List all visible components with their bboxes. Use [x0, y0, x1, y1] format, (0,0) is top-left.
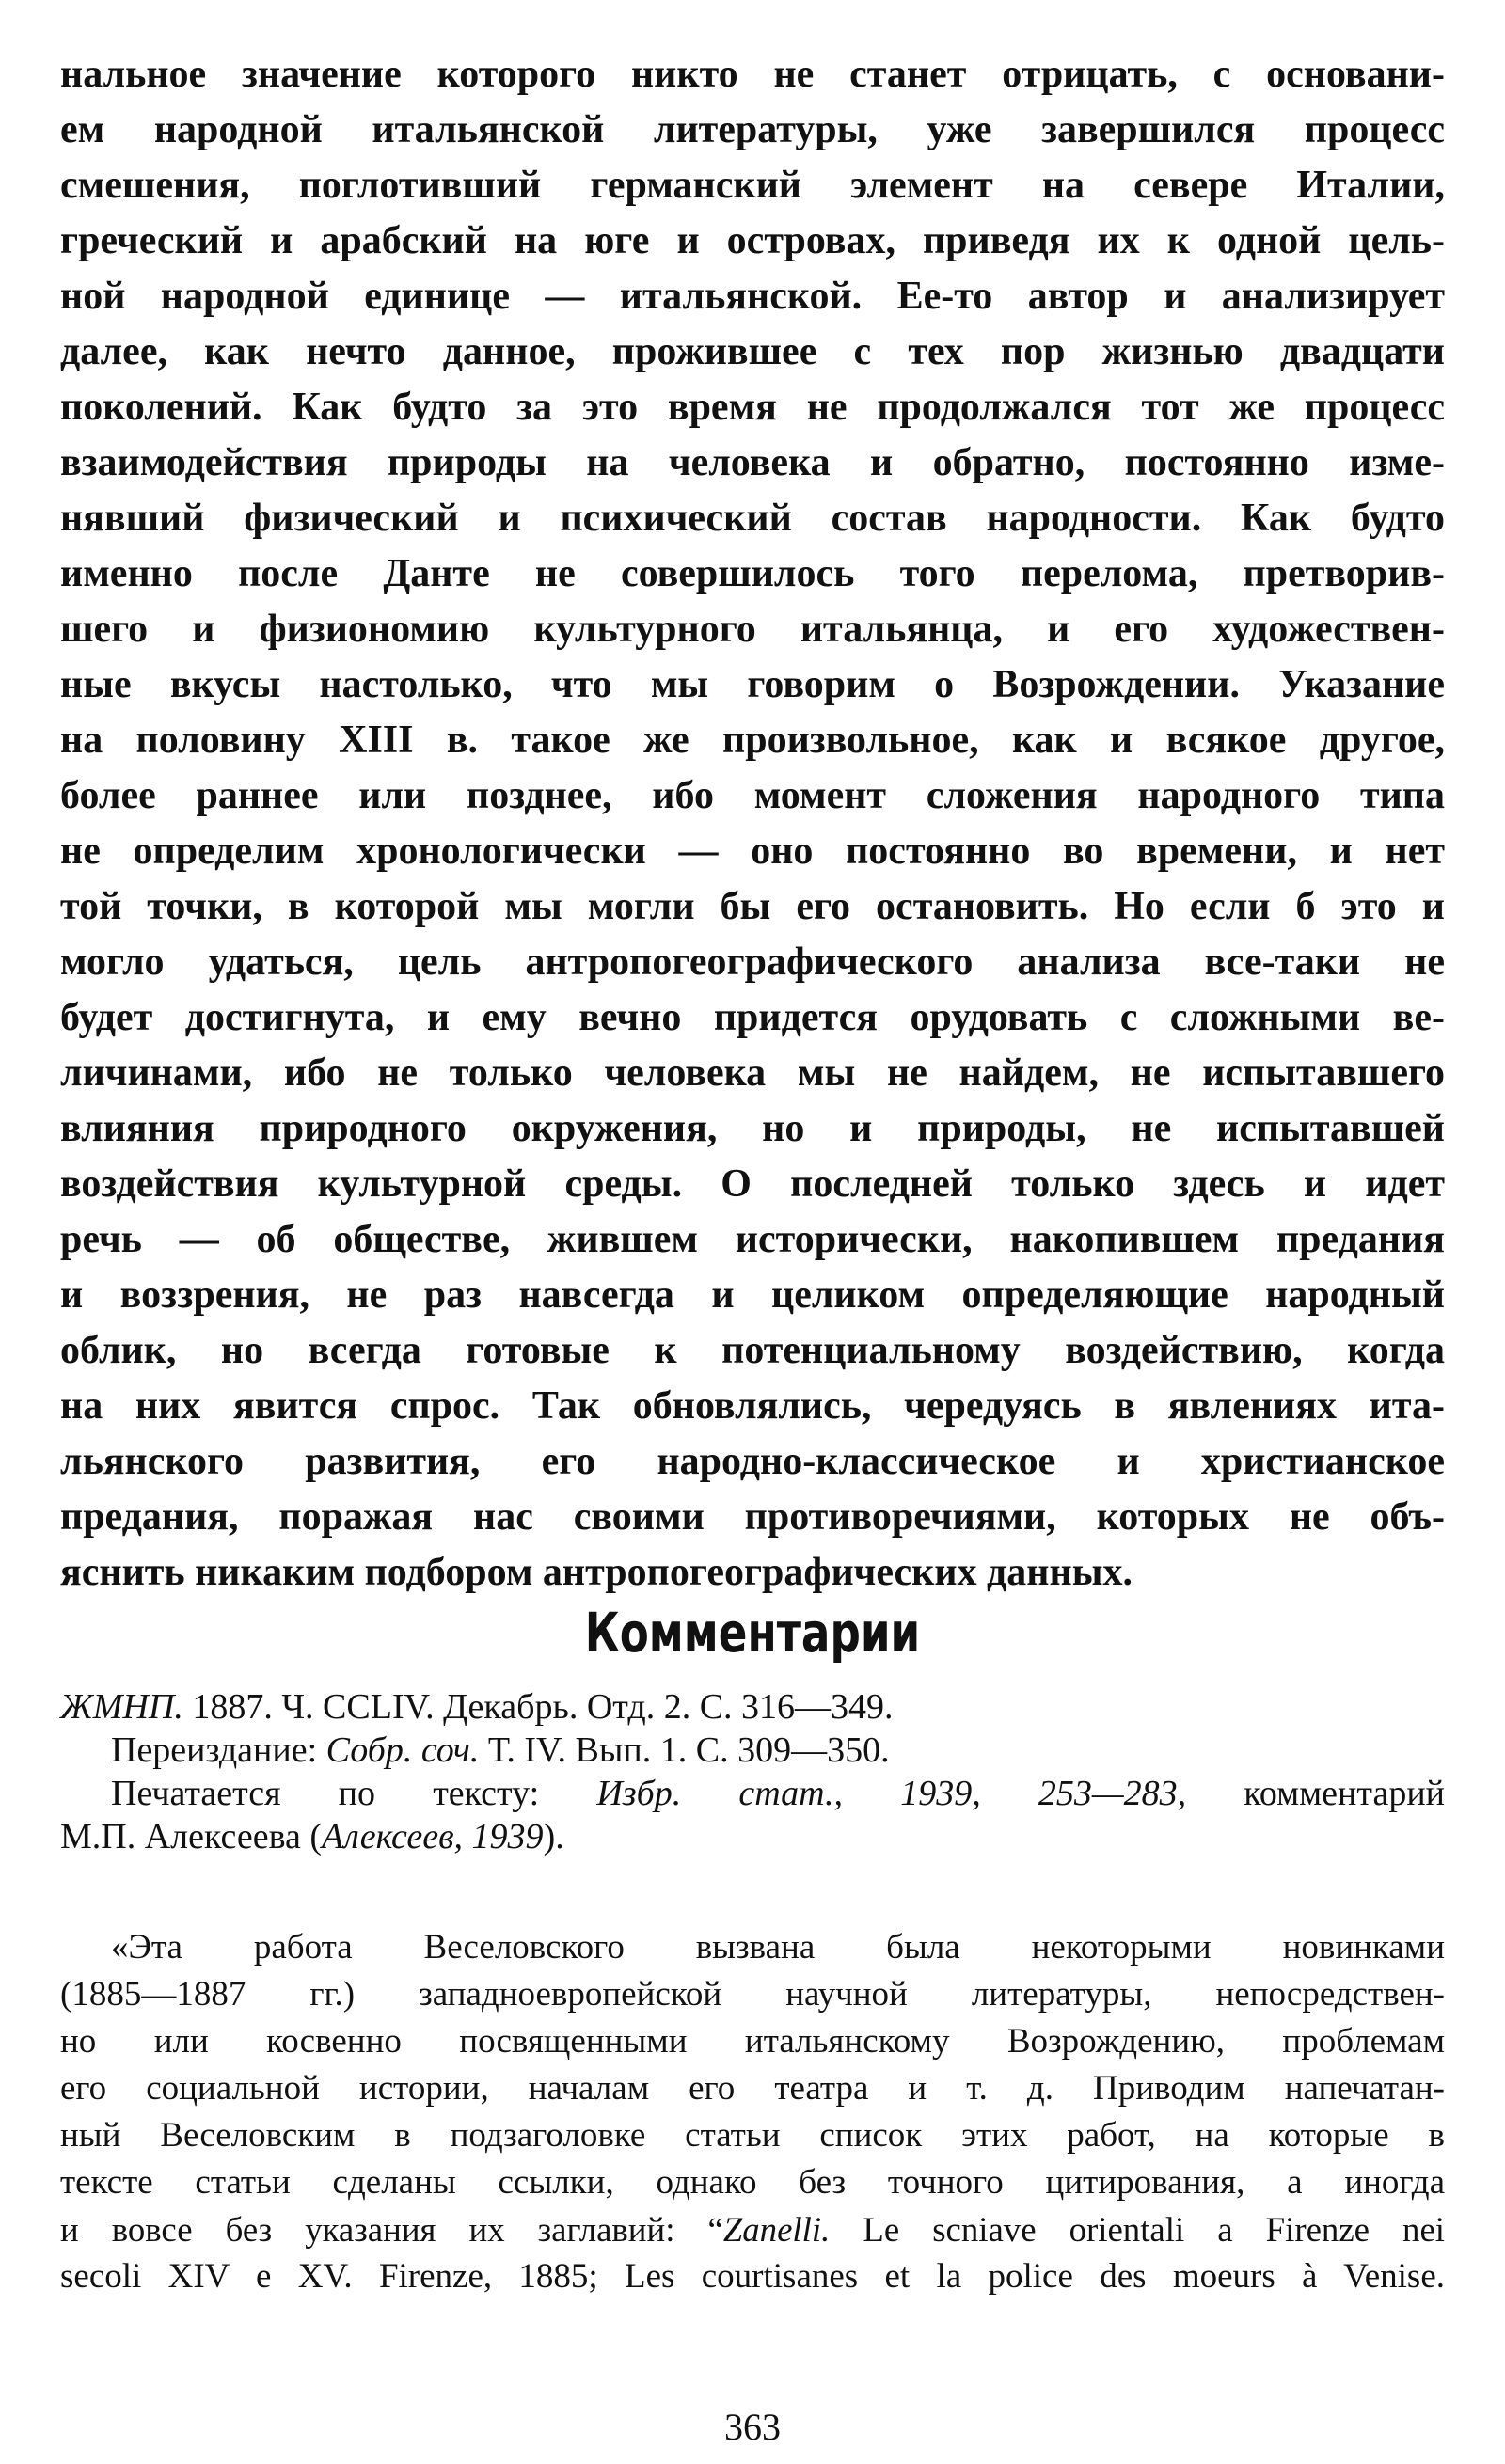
- reprint-details: Т. IV. Вып. 1. С. 309—350.: [479, 1730, 890, 1770]
- text-line: будет достигнута, и ему вечно придется орудовать с сложными ве-: [60, 996, 1445, 1039]
- comment-author-line: [60, 1815, 1445, 1858]
- comment-source-line: [60, 1685, 1445, 1729]
- text-line: греческий и арабский на юге и островах, приведя их к одной цель-: [60, 219, 1445, 262]
- text-line: могло удаться, цель антропогеографического анализа все-таки не: [60, 940, 1445, 984]
- comments-block: [60, 1685, 1445, 1858]
- text-line: льянского развития, его народно-классическое и христианское: [60, 1440, 1445, 1483]
- page-number: 363: [724, 2406, 781, 2448]
- text-line: более раннее или позднее, ибо момент сложения народного типа: [60, 774, 1445, 817]
- text-line: предания, поражая нас своими противоречиями, которых не объ-: [60, 1495, 1445, 1539]
- text-line: влияния природного окружения, но и природы, не испытавшей: [60, 1107, 1445, 1150]
- quote-line-suffix: Le scniave orientali a Firenze nei: [830, 2210, 1446, 2249]
- author-suffix: ).: [543, 1817, 564, 1856]
- quote-line: но или косвенно посвященными итальянскому Возрождению, проблемам: [60, 2022, 1445, 2061]
- text-line: ные вкусы настолько, что мы говорим о Возрождении. Указание: [60, 663, 1445, 706]
- comment-printed-line: [60, 1772, 1445, 1815]
- text-line: шего и физиономию культурного итальянца, и его художествен-: [60, 608, 1445, 651]
- text-line: нявший физический и психический состав народности. Как будто: [60, 497, 1445, 540]
- text-line: речь — об обществе, жившем исторически, накопившем предания: [60, 1218, 1445, 1261]
- quote-line: [60, 2206, 1445, 2253]
- text-line: той точки, в которой мы могли бы его остановить. Но если б это и: [60, 885, 1445, 928]
- text-line: на половину XIII в. такое же произвольное, как и всякое другое,: [60, 719, 1445, 762]
- quote-line: тексте статьи сделаны ссылки, однако без точного цитирования, а иногда: [60, 2163, 1445, 2202]
- comment-reprint-line: [60, 1729, 1445, 1772]
- text-line: поколений. Как будто за это время не продолжался тот же процесс: [60, 386, 1445, 429]
- section-heading: Комментарии: [584, 1601, 921, 1665]
- text-line: не определим хронологически — оно постоянно во времени, и нет: [60, 829, 1445, 873]
- quote-author-name: Zanelli.: [722, 2210, 831, 2249]
- text-line: именно после Данте не совершилось того перелома, претворив-: [60, 552, 1445, 595]
- text-line: ной народной единице — итальянской. Ее-то автор и анализирует: [60, 275, 1445, 318]
- text-line: на них явится спрос. Так обновлялись, чередуясь в явлениях ита-: [60, 1384, 1445, 1428]
- reprint-label: Переиздание:: [111, 1730, 326, 1770]
- text-line: и воззрения, не раз навсегда и целиком определяющие народный: [60, 1273, 1445, 1317]
- text-line: взаимодействия природы на человека и обратно, постоянно изме-: [60, 441, 1445, 484]
- text-line: ем народной итальянской литературы, уже завершился процесс: [60, 108, 1445, 151]
- source-details: 1887. Ч. CCLIV. Декабрь. Отд. 2. С. 316—349.: [182, 1687, 894, 1727]
- text-line: воздействия культурной среды. О последней только здесь и идет: [60, 1162, 1445, 1206]
- quote-line: «Эта работа Веселовского вызвана была некоторыми новинками: [111, 1928, 1445, 1966]
- text-line: облик, но всегда готовые к потенциальному воздействию, когда: [60, 1329, 1445, 1372]
- quote-line: его социальной истории, началам его театра и т. д. Приводим напечатан-: [60, 2069, 1445, 2108]
- source-journal: ЖМНП.: [60, 1687, 183, 1727]
- quote-block: [60, 1924, 1445, 2300]
- main-text: [60, 47, 1445, 1601]
- text-line: личинами, ибо не только человека мы не найдем, не испытавшего: [60, 1051, 1445, 1095]
- text-line: смешения, поглотивший германский элемент на севере Италии,: [60, 164, 1445, 207]
- text-line: далее, как нечто данное, прожившее с тех пор жизнью двадцати: [60, 330, 1445, 373]
- text-line: яснить никаким подбором антропогеографических данных.: [60, 1551, 1133, 1594]
- printed-source: Избр. стат., 1939, 253—283,: [596, 1774, 1187, 1813]
- printed-label: Печатается по тексту:: [111, 1774, 597, 1813]
- author-reference: Алексеев, 1939: [322, 1817, 544, 1856]
- author-prefix: М.П. Алексеева (: [60, 1817, 323, 1856]
- quote-line-prefix: и вовсе без указания их заглавий: “: [60, 2210, 723, 2249]
- reprint-title: Собр. соч.: [325, 1730, 480, 1770]
- quote-line: (1885—1887 гг.) западноевропейской научной литературы, непосредствен-: [60, 1975, 1445, 2014]
- text-line: нальное значение которого никто не станет отрицать, с основани-: [60, 53, 1445, 96]
- quote-line: secoli XIV e XV. Firenze, 1885; Les courtisanes et la police des moeurs à Venise.: [60, 2257, 1445, 2296]
- printed-details: комментарий: [1186, 1774, 1445, 1813]
- quote-line: ный Веселовским в подзаголовке статьи список этих работ, на которые в: [60, 2116, 1445, 2155]
